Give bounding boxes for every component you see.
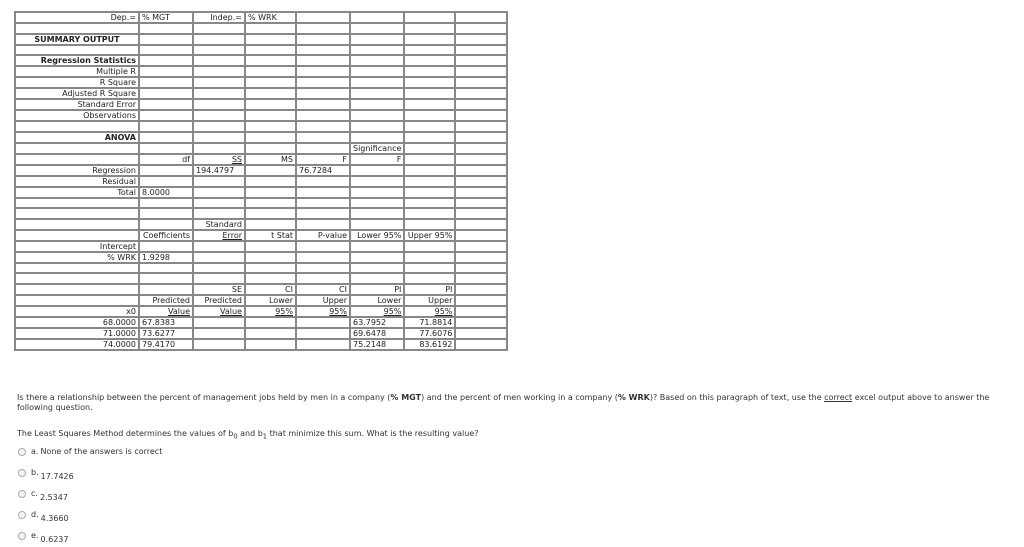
sheet-cell[interactable] <box>404 12 455 23</box>
sheet-cell[interactable] <box>139 77 193 88</box>
observations-label: Observations <box>15 110 139 121</box>
adj-r-square-label: Adjusted R Square <box>15 88 139 99</box>
sheet-cell[interactable] <box>139 143 193 154</box>
sheet-cell[interactable] <box>139 88 193 99</box>
sheet-cell[interactable] <box>455 273 507 284</box>
sheet-cell[interactable] <box>15 45 139 56</box>
predicted-header-2: Predicted <box>193 295 245 306</box>
significance-header: Significance <box>350 143 404 154</box>
correct-term: correct <box>824 393 853 402</box>
r-square-label: R Square <box>15 77 139 88</box>
mgt-term: % MGT <box>390 393 422 402</box>
sheet-cell[interactable] <box>15 23 139 34</box>
sheet-cell[interactable] <box>245 187 296 198</box>
dep-label: Dep.= <box>15 12 139 23</box>
sheet-cell[interactable] <box>404 77 455 88</box>
ci-header-1: CI <box>245 284 296 295</box>
total-label: Total <box>15 187 139 198</box>
indep-value[interactable]: % WRK <box>245 12 296 23</box>
sheet-cell[interactable] <box>15 295 139 306</box>
sheet-cell[interactable] <box>193 99 245 110</box>
option-letter: b. <box>31 468 39 477</box>
radio-d[interactable] <box>18 511 26 519</box>
sheet-cell[interactable] <box>350 34 404 45</box>
dep-value[interactable]: % MGT <box>139 12 193 23</box>
sheet-cell[interactable] <box>296 219 350 230</box>
sheet-cell[interactable] <box>296 143 350 154</box>
sheet-cell[interactable] <box>15 208 139 219</box>
option-letter: d. <box>31 510 39 519</box>
wrk-label: % WRK <box>15 252 139 263</box>
sheet-cell[interactable] <box>139 23 193 34</box>
sheet-cell[interactable] <box>350 273 404 284</box>
sheet-cell[interactable] <box>296 198 350 209</box>
sheet-cell[interactable] <box>455 154 507 165</box>
sheet-cell[interactable] <box>350 187 404 198</box>
sheet-cell[interactable] <box>455 252 507 263</box>
sheet-cell[interactable] <box>296 66 350 77</box>
sheet-cell[interactable] <box>404 34 455 45</box>
sheet-cell[interactable] <box>193 66 245 77</box>
option-text: 17.7426 <box>40 472 74 481</box>
indep-label: Indep.= <box>193 12 245 23</box>
sheet-cell[interactable] <box>296 45 350 56</box>
sheet-cell[interactable] <box>193 45 245 56</box>
sheet-cell[interactable] <box>245 208 296 219</box>
sheet-cell[interactable] <box>455 176 507 187</box>
sheet-cell[interactable] <box>245 55 296 66</box>
predicted-value[interactable]: 67.8383 <box>139 317 193 328</box>
ci-header-2: CI <box>296 284 350 295</box>
sheet-cell[interactable] <box>350 219 404 230</box>
sheet-cell[interactable] <box>245 198 296 209</box>
ci-lower-header: Lower <box>245 295 296 306</box>
sheet-cell[interactable] <box>245 77 296 88</box>
sheet-cell[interactable] <box>455 88 507 99</box>
pct95-header-4: 95% <box>404 306 455 317</box>
sheet-cell[interactable] <box>245 176 296 187</box>
sheet-cell[interactable] <box>404 263 455 274</box>
sheet-cell[interactable] <box>404 99 455 110</box>
sheet-cell[interactable] <box>193 198 245 209</box>
sheet-cell[interactable] <box>15 219 139 230</box>
sheet-cell[interactable] <box>245 132 296 143</box>
sheet-cell[interactable] <box>139 176 193 187</box>
pi-lower-value[interactable]: 63.7952 <box>350 317 404 328</box>
sheet-cell[interactable] <box>350 121 404 132</box>
sheet-cell[interactable] <box>455 219 507 230</box>
sheet-cell[interactable] <box>296 176 350 187</box>
sheet-cell[interactable] <box>350 77 404 88</box>
sheet-cell[interactable] <box>139 198 193 209</box>
option-text: 0.6237 <box>40 535 69 544</box>
sheet-cell[interactable] <box>139 219 193 230</box>
sheet-cell[interactable] <box>455 230 507 241</box>
sheet-cell[interactable] <box>245 339 296 350</box>
sheet-cell[interactable] <box>350 23 404 34</box>
sig-f-header: F <box>350 154 404 165</box>
sheet-cell[interactable] <box>296 34 350 45</box>
sheet-cell[interactable] <box>455 328 507 339</box>
x0-header: x0 <box>15 306 139 317</box>
sheet-cell[interactable] <box>404 45 455 56</box>
sheet-cell[interactable] <box>296 55 350 66</box>
sheet-cell[interactable] <box>404 252 455 263</box>
sheet-cell[interactable] <box>193 143 245 154</box>
sheet-cell[interactable] <box>245 34 296 45</box>
sheet-cell[interactable] <box>245 45 296 56</box>
df-header: df <box>139 154 193 165</box>
sheet-cell[interactable] <box>404 23 455 34</box>
sheet-cell[interactable] <box>350 55 404 66</box>
sheet-cell[interactable] <box>296 12 350 23</box>
x0-value[interactable]: 74.0000 <box>15 339 139 350</box>
radio-b[interactable] <box>18 469 26 477</box>
pi-upper-value[interactable]: 71.8814 <box>404 317 455 328</box>
sheet-cell[interactable] <box>455 110 507 121</box>
regression-label: Regression <box>15 165 139 176</box>
sheet-cell[interactable] <box>193 176 245 187</box>
sheet-cell[interactable] <box>350 252 404 263</box>
regression-ss[interactable]: 194.4797 <box>193 165 245 176</box>
sheet-cell[interactable] <box>15 273 139 284</box>
sheet-cell[interactable] <box>455 263 507 274</box>
sheet-cell[interactable] <box>404 198 455 209</box>
sheet-cell[interactable] <box>350 88 404 99</box>
option-c[interactable] <box>18 489 68 502</box>
radio-e[interactable] <box>18 532 26 540</box>
value-header-1: Value <box>139 306 193 317</box>
sheet-cell[interactable] <box>350 99 404 110</box>
sheet-cell[interactable] <box>245 241 296 252</box>
option-letter: c. <box>31 489 38 498</box>
wrk-term: % WRK <box>617 393 650 402</box>
sheet-cell[interactable] <box>404 241 455 252</box>
sheet-cell[interactable] <box>139 99 193 110</box>
sheet-cell[interactable] <box>455 306 507 317</box>
pi-lower-value[interactable]: 75.2148 <box>350 339 404 350</box>
p-value-header: P-value <box>296 230 350 241</box>
sheet-cell[interactable] <box>404 176 455 187</box>
total-df[interactable]: 8.0000 <box>139 187 193 198</box>
sheet-cell[interactable] <box>245 23 296 34</box>
wrk-coefficient[interactable]: 1.9298 <box>139 252 193 263</box>
sheet-cell[interactable] <box>455 143 507 154</box>
pi-lower-value[interactable]: 69.6478 <box>350 328 404 339</box>
sheet-cell[interactable] <box>404 121 455 132</box>
sheet-cell[interactable] <box>193 339 245 350</box>
sheet-cell[interactable] <box>296 110 350 121</box>
pi-header-1: PI <box>350 284 404 295</box>
lower95-header: Lower 95% <box>350 230 404 241</box>
error-header: Error <box>193 230 245 241</box>
standard-error-label: Standard Error <box>15 99 139 110</box>
sheet-cell[interactable] <box>404 55 455 66</box>
sheet-cell[interactable] <box>193 55 245 66</box>
sheet-cell[interactable] <box>245 165 296 176</box>
radio-a[interactable] <box>18 448 26 456</box>
sheet-cell[interactable] <box>404 165 455 176</box>
x0-value[interactable]: 71.0000 <box>15 328 139 339</box>
sheet-cell[interactable] <box>245 263 296 274</box>
excel-output-sheet <box>14 11 508 351</box>
anova-title: ANOVA <box>15 132 139 143</box>
sheet-cell[interactable] <box>193 187 245 198</box>
sheet-cell[interactable] <box>193 23 245 34</box>
sheet-cell[interactable] <box>245 143 296 154</box>
sheet-cell[interactable] <box>296 121 350 132</box>
sheet-cell[interactable] <box>350 263 404 274</box>
sheet-cell[interactable] <box>139 263 193 274</box>
ci-upper-header: Upper <box>296 295 350 306</box>
sheet-cell[interactable] <box>193 34 245 45</box>
sheet-cell[interactable] <box>139 284 193 295</box>
pct95-header-3: 95% <box>350 306 404 317</box>
sheet-cell[interactable] <box>455 77 507 88</box>
sheet-cell[interactable] <box>455 132 507 143</box>
sheet-cell[interactable] <box>296 252 350 263</box>
sheet-cell[interactable] <box>350 165 404 176</box>
option-text: 2.5347 <box>39 493 68 502</box>
sheet-cell[interactable] <box>350 132 404 143</box>
sheet-cell[interactable] <box>245 121 296 132</box>
sheet-cell[interactable] <box>350 208 404 219</box>
intercept-label: Intercept <box>15 241 139 252</box>
sheet-cell[interactable] <box>139 55 193 66</box>
sheet-cell[interactable] <box>245 66 296 77</box>
least-squares-prompt: The Least Squares Method determines the values of $b_0$ and $b_1$ that minimize this sum. What is the resulting value? <box>17 429 479 441</box>
sheet-cell[interactable] <box>404 273 455 284</box>
sheet-cell[interactable] <box>350 176 404 187</box>
sheet-cell[interactable] <box>404 154 455 165</box>
option-letter: a. <box>31 447 39 456</box>
sheet-cell[interactable] <box>455 241 507 252</box>
pi-upper-value[interactable]: 77.6076 <box>404 328 455 339</box>
sheet-cell[interactable] <box>296 241 350 252</box>
sheet-cell[interactable] <box>139 34 193 45</box>
sheet-cell[interactable] <box>193 110 245 121</box>
sheet-cell[interactable] <box>296 273 350 284</box>
sheet-cell[interactable] <box>455 317 507 328</box>
sheet-cell[interactable] <box>193 252 245 263</box>
sheet-cell[interactable] <box>193 77 245 88</box>
sheet-cell[interactable] <box>15 143 139 154</box>
option-d[interactable] <box>18 510 69 523</box>
sheet-cell[interactable] <box>15 263 139 274</box>
predicted-value[interactable]: 73.6277 <box>139 328 193 339</box>
sheet-cell[interactable] <box>193 263 245 274</box>
sheet-cell[interactable] <box>455 34 507 45</box>
sheet-cell[interactable] <box>245 273 296 284</box>
sheet-cell[interactable] <box>404 110 455 121</box>
sheet-cell[interactable] <box>139 273 193 284</box>
t-stat-header: t Stat <box>245 230 296 241</box>
sheet-cell[interactable] <box>350 198 404 209</box>
sheet-cell[interactable] <box>296 263 350 274</box>
pi-upper-value[interactable]: 83.6192 <box>404 339 455 350</box>
pi-header-2: PI <box>404 284 455 295</box>
sheet-cell[interactable] <box>193 241 245 252</box>
sheet-cell[interactable] <box>350 12 404 23</box>
sheet-cell[interactable] <box>404 88 455 99</box>
option-text: 4.3660 <box>40 514 69 523</box>
sheet-cell[interactable] <box>139 241 193 252</box>
sheet-cell[interactable] <box>139 110 193 121</box>
se-header: SE <box>193 284 245 295</box>
question-text: Is there a relationship between the percent of management jobs held by men in a company (% MGT) and the percent of men working in a company (% WRK)? Based on this paragraph of text, use the correct excel output above to answer the following question. <box>17 393 990 412</box>
sheet-cell[interactable] <box>455 295 507 306</box>
sheet-cell[interactable] <box>350 45 404 56</box>
sheet-cell[interactable] <box>15 284 139 295</box>
value-header-2: Value <box>193 306 245 317</box>
regression-f[interactable]: 76.7284 <box>296 165 350 176</box>
sheet-cell[interactable] <box>455 12 507 23</box>
sheet-cell[interactable] <box>296 187 350 198</box>
sheet-cell[interactable] <box>455 208 507 219</box>
radio-c[interactable] <box>18 490 26 498</box>
f-header: F <box>296 154 350 165</box>
sheet-cell[interactable] <box>404 132 455 143</box>
sheet-cell[interactable] <box>139 132 193 143</box>
sheet-cell[interactable] <box>455 187 507 198</box>
sheet-cell[interactable] <box>404 219 455 230</box>
sheet-cell[interactable] <box>139 45 193 56</box>
sheet-cell[interactable] <box>15 121 139 132</box>
sheet-cell[interactable] <box>245 88 296 99</box>
sheet-cell[interactable] <box>296 88 350 99</box>
sheet-cell[interactable] <box>455 55 507 66</box>
sheet-cell[interactable] <box>455 23 507 34</box>
sheet-cell[interactable] <box>296 328 350 339</box>
predicted-header-1: Predicted <box>139 295 193 306</box>
sheet-cell[interactable] <box>455 284 507 295</box>
sheet-cell[interactable] <box>296 77 350 88</box>
sheet-cell[interactable] <box>193 121 245 132</box>
sheet-cell[interactable] <box>455 198 507 209</box>
sheet-cell[interactable] <box>15 154 139 165</box>
sheet-cell[interactable] <box>455 121 507 132</box>
sheet-cell[interactable] <box>245 328 296 339</box>
option-letter: e. <box>31 531 39 540</box>
x0-value[interactable]: 68.0000 <box>15 317 139 328</box>
option-a[interactable] <box>18 447 162 456</box>
option-text: None of the answers is correct <box>40 447 163 456</box>
ms-header: MS <box>245 154 296 165</box>
summary-output-title: SUMMARY OUTPUT <box>15 34 139 45</box>
sheet-cell[interactable] <box>15 198 139 209</box>
sheet-cell[interactable] <box>404 208 455 219</box>
sheet-cell[interactable] <box>455 66 507 77</box>
regression-statistics-title: Regression Statistics <box>15 55 139 66</box>
ss-header: SS <box>193 154 245 165</box>
sheet-cell[interactable] <box>193 88 245 99</box>
option-b[interactable] <box>18 468 74 481</box>
sheet-cell[interactable] <box>404 187 455 198</box>
sheet-cell[interactable] <box>296 317 350 328</box>
residual-label: Residual <box>15 176 139 187</box>
predicted-value[interactable]: 79.4170 <box>139 339 193 350</box>
sheet-cell[interactable] <box>455 45 507 56</box>
sheet-cell[interactable] <box>193 317 245 328</box>
sheet-cell[interactable] <box>296 339 350 350</box>
sheet-cell[interactable] <box>350 110 404 121</box>
sheet-cell[interactable] <box>245 219 296 230</box>
sheet-cell[interactable] <box>296 208 350 219</box>
sheet-cell[interactable] <box>455 339 507 350</box>
sheet-cell[interactable] <box>245 252 296 263</box>
pct95-header-1: 95% <box>245 306 296 317</box>
sheet-cell[interactable] <box>193 273 245 284</box>
sheet-cell[interactable] <box>455 99 507 110</box>
sheet-cell[interactable] <box>296 99 350 110</box>
sheet-cell[interactable] <box>296 132 350 143</box>
option-e[interactable] <box>18 531 69 544</box>
pi-lower-header: Lower <box>350 295 404 306</box>
sheet-cell[interactable] <box>139 121 193 132</box>
sheet-cell[interactable] <box>350 66 404 77</box>
sheet-cell[interactable] <box>139 66 193 77</box>
sheet-cell[interactable] <box>193 208 245 219</box>
sheet-cell[interactable] <box>245 99 296 110</box>
sheet-cell[interactable] <box>404 66 455 77</box>
coefficients-header: Coefficients <box>139 230 193 241</box>
pct95-header-2: 95% <box>296 306 350 317</box>
sheet-cell[interactable] <box>455 165 507 176</box>
sheet-cell[interactable] <box>245 110 296 121</box>
standard-header: Standard <box>193 219 245 230</box>
sheet-cell[interactable] <box>139 165 193 176</box>
sheet-cell[interactable] <box>296 23 350 34</box>
sheet-cell[interactable] <box>350 241 404 252</box>
sheet-cell[interactable] <box>15 230 139 241</box>
sheet-cell[interactable] <box>404 143 455 154</box>
sheet-cell[interactable] <box>193 328 245 339</box>
sheet-cell[interactable] <box>139 208 193 219</box>
sheet-cell[interactable] <box>245 317 296 328</box>
pi-upper-header: Upper <box>404 295 455 306</box>
sheet-cell[interactable] <box>193 132 245 143</box>
upper95-header: Upper 95% <box>404 230 455 241</box>
multiple-r-label: Multiple R <box>15 66 139 77</box>
